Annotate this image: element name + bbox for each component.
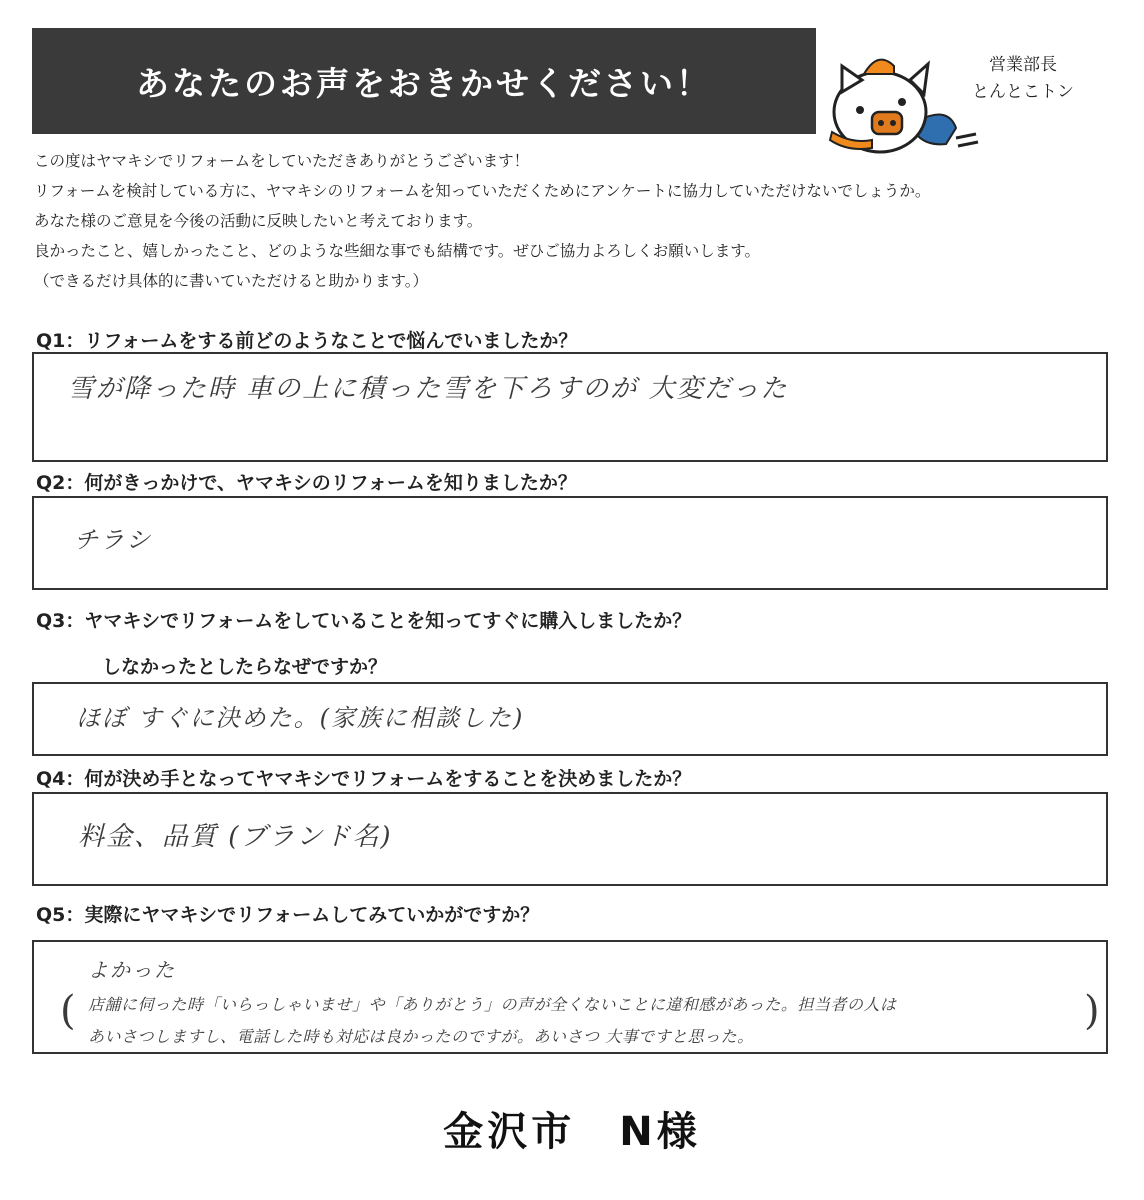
- answer-5-line-2: 店舗に伺った時「いらっしゃいませ」や「ありがとう」の声が全くないことに違和感があった。担当者の人は: [88, 995, 897, 1014]
- right-paren-mark: ): [1084, 988, 1100, 1034]
- answer-5-box: [32, 940, 1108, 1054]
- mascot-caption: [968, 52, 1078, 106]
- question-3-label: Q3：ヤマキシでリフォームをしていることを知ってすぐに購入しましたか？: [36, 610, 692, 632]
- answer-5-line-1: よかった: [88, 958, 176, 982]
- pig-mascot-icon: [828, 36, 988, 160]
- question-5-label: Q5：実際にヤマキシでリフォームしてみていかがですか？: [36, 904, 540, 926]
- question-3-sublabel: しなかったとしたらなぜですか？: [102, 656, 388, 678]
- mascot-name: とんとこトン: [972, 82, 1074, 102]
- answer-3-box: [32, 682, 1108, 756]
- answer-2-text: チラシ: [74, 526, 152, 554]
- question-4-label: Q4：何が決め手となってヤマキシでリフォームをすることを決めましたか？: [36, 768, 692, 790]
- answer-3-text: ほぼ すぐに決めた。(家族に相談した): [76, 704, 525, 732]
- answer-1-text: 雪が降った時 車の上に積った雪を下ろすのが 大変だった: [68, 374, 789, 404]
- intro-line: この度はヤマキシでリフォームをしていただきありがとうございます！: [34, 152, 530, 170]
- left-paren-mark: (: [60, 988, 76, 1034]
- page-title: あなたのお声をおきかせください！: [136, 63, 712, 103]
- question-2-label: Q2：何がきっかけで、ヤマキシのリフォームを知りましたか？: [36, 472, 577, 494]
- customer-signature: [0, 1100, 1144, 1157]
- intro-text: [34, 146, 1114, 296]
- customer-city: 金沢市: [443, 1109, 576, 1155]
- question-1-label: Q1：リフォームをする前どのようなことで悩んでいましたか？: [36, 330, 578, 352]
- header-banner: [32, 28, 816, 134]
- intro-line: （できるだけ具体的に書いていただけると助かります。）: [34, 272, 429, 290]
- intro-line: 良かったこと、嬉しかったこと、どのような些細な事でも結構です。ぜひご協力よろしくお願いします。: [34, 242, 761, 260]
- answer-2-box: [32, 496, 1108, 590]
- mascot-title: 営業部長: [989, 55, 1057, 75]
- intro-line: あなた様のご意見を今後の活動に反映したいと考えております。: [34, 212, 483, 230]
- intro-line: リフォームを検討している方に、ヤマキシのリフォームを知っていただくためにアンケートに協力していただけないでしょうか。: [34, 182, 931, 200]
- answer-1-box: [32, 352, 1108, 462]
- answer-5-line-3: あいさつしますし、電話した時も対応は良かったのですが。あいさつ 大事ですと思った。: [88, 1027, 754, 1046]
- customer-name: N様: [619, 1109, 701, 1155]
- answer-4-text: 料金、品質 (ブランド名): [78, 822, 393, 852]
- answer-4-box: [32, 792, 1108, 886]
